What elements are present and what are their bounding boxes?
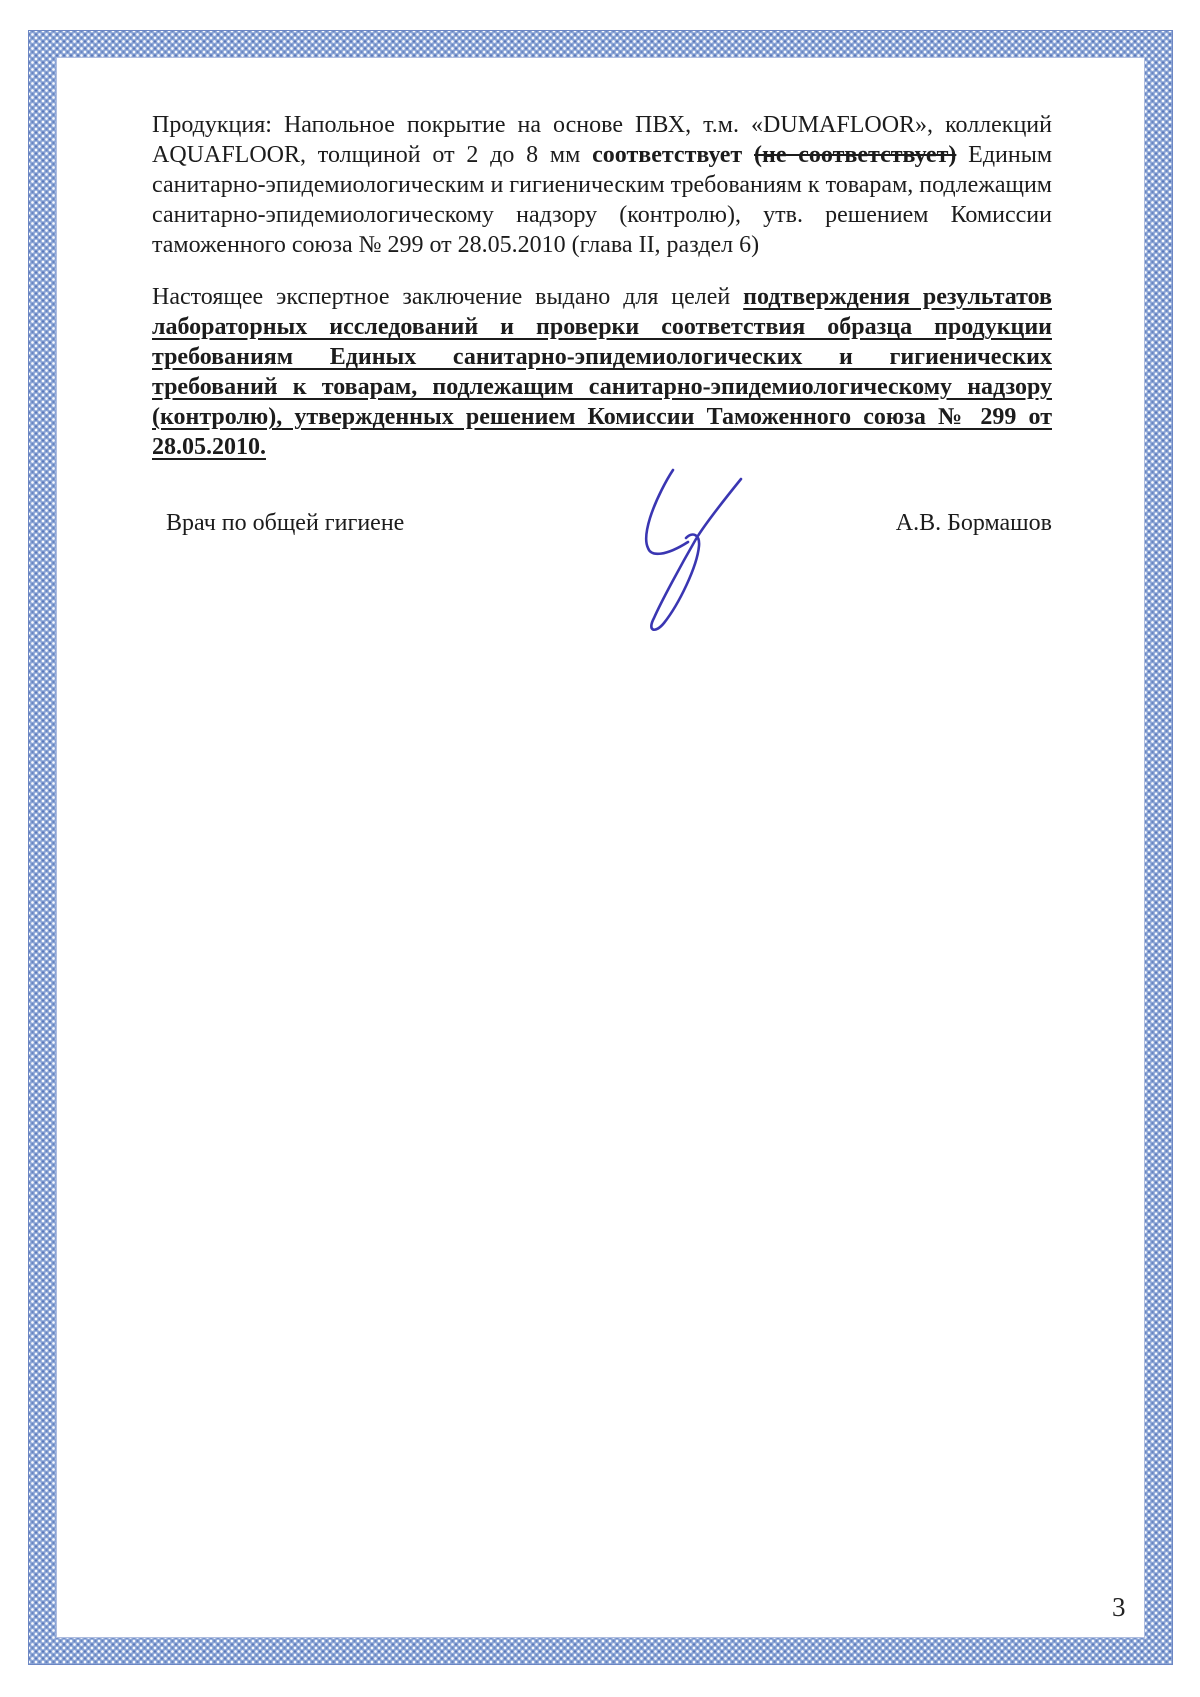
- not-conforms-struck-text: (не соответствует): [754, 142, 957, 168]
- signatory-role-label: Врач по общей гигиене: [166, 510, 405, 536]
- signatory-name: А.В. Бормашов: [895, 510, 1052, 536]
- purpose-paragraph: [152, 282, 1052, 462]
- purpose-paragraph-lead: Настоящее экспертное заключение выдано для целей: [152, 284, 731, 310]
- product-paragraph-lead: Продукция: Напольное покрытие на основе ПВХ, т.м. «DUMAFLOOR», коллекций AQUAFLOOR, толщиной от 2 до 8 мм: [152, 112, 1052, 168]
- page-number: 3: [1112, 1592, 1126, 1622]
- purpose-emphasized-text: подтверждения результатов лабораторных исследований и проверки соответствия образца продукции требованиям Единых санитарно-эпидемиологических и гигиенических требований к товарам, подлежащим санитарно-эпидемиологическому надзору (контролю), утвержденных решением Комиссии Таможенного союза № 299 от 28.05.2010.: [152, 284, 1053, 460]
- product-paragraph-tail: Единым санитарно-эпидемиологическим и гигиеническим требованиям к товарам, подлежащим санитарно-эпидемиологическому надзору (контролю), утв. решением Комиссии таможенного союза № 299 от 28.05.2010 (глава II, раздел 6): [152, 142, 1053, 258]
- signature-row: [152, 510, 1052, 537]
- conforms-bold-text: соответствует: [592, 142, 743, 168]
- document-content: [152, 110, 1052, 537]
- product-conformity-paragraph: [152, 110, 1052, 260]
